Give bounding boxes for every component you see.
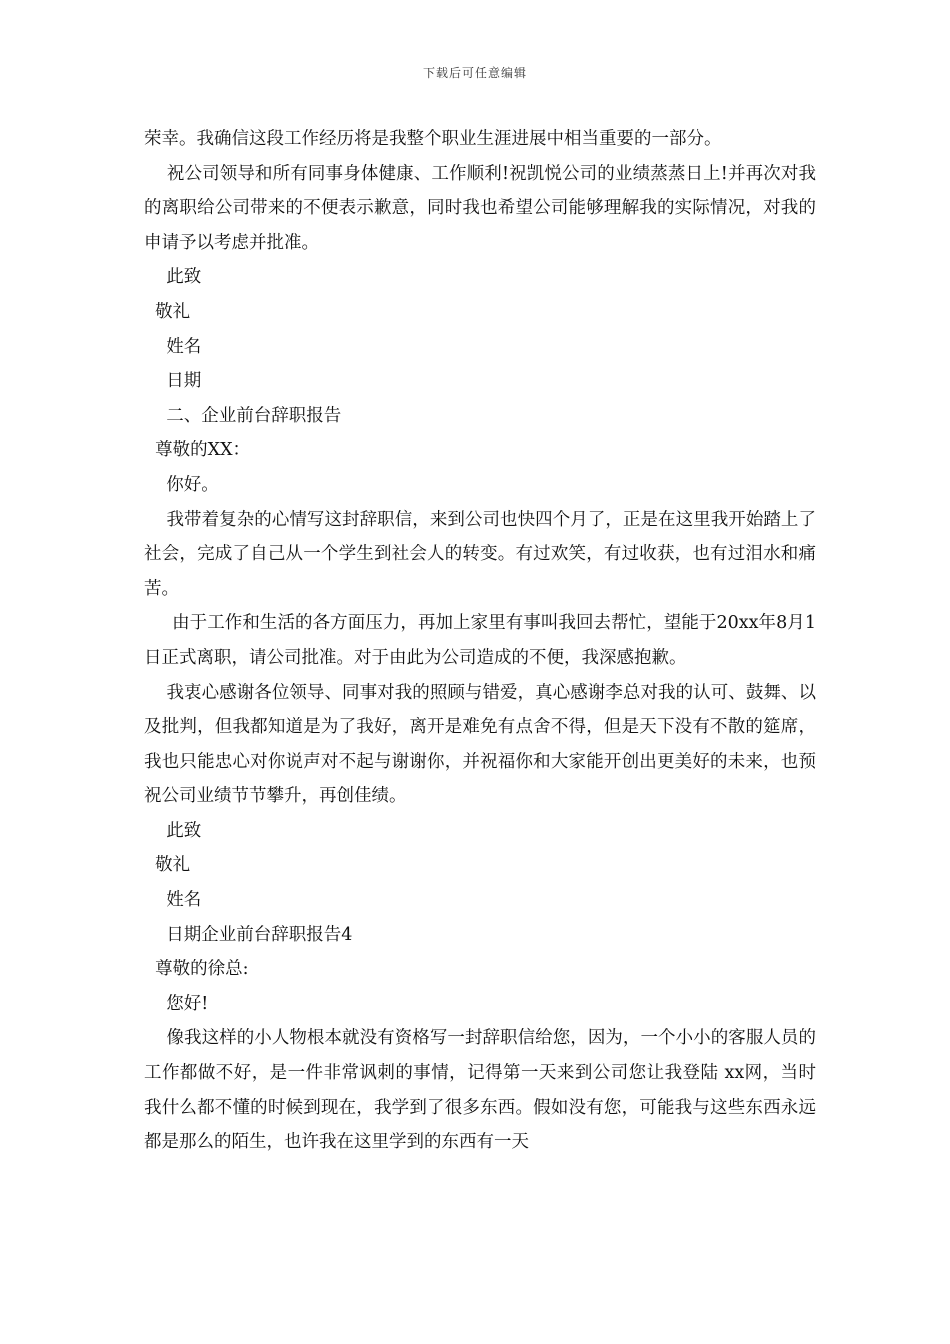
closing-jingli-2: 敬礼 [144,855,191,876]
paragraph-2: 祝公司领导和所有同事身体健康、工作顺利!祝凯悦公司的业绩蒸蒸日上!并再次对我的离职给公司带来的不便表示歉意，同时我也希望公司能够理解我的实际情况，对我的申请予以考虑并批准。 [144,163,816,253]
signature-name-2: 姓名 [144,890,202,911]
signature-date-heading-4: 日期企业前台辞职报告4 [144,924,353,945]
closing-cizhi-1: 此致 [144,267,202,288]
document-body [144,122,816,1160]
section-heading-2: 二、企业前台辞职报告 [144,405,342,426]
signature-date-1: 日期 [144,371,202,392]
paragraph-5: 我衷心感谢各位领导、同事对我的照顾与错爱，真心感谢李总对我的认可、鼓舞、以及批判，但我都知道是为了我好，离开是难免有点舍不得，但是天下没有不散的筵席，我也只能忠心对你说声对不起与谢谢你，并祝福你和大家能开创出更美好的未来，也预祝公司业绩节节攀升，再创佳绩。 [144,682,816,807]
salutation-4: 尊敬的徐总: [144,959,249,980]
paragraph-3: 我带着复杂的心情写这封辞职信，来到公司也快四个月了，正是在这里我开始踏上了社会，完成了自己从一个学生到社会人的转变。有过欢笑，有过收获，也有过泪水和痛苦。 [144,509,816,599]
greeting-4: 您好! [144,993,209,1014]
paragraph-4: 由于工作和生活的各方面压力，再加上家里有事叫我回去帮忙，望能于20xx年8月1日正式离职，请公司批准。对于由此为公司造成的不便，我深感抱歉。 [144,613,816,668]
salutation-2: 尊敬的XX： [144,440,251,461]
greeting-2: 你好。 [144,474,219,495]
signature-name-1: 姓名 [144,336,202,357]
closing-cizhi-2: 此致 [144,820,202,841]
page-header: 下载后可任意编辑 [422,66,527,80]
closing-jingli-1: 敬礼 [144,301,191,322]
paragraph-6: 像我这样的小人物根本就没有资格写一封辞职信给您，因为，一个小小的客服人员的工作都做不好，是一件非常讽刺的事情，记得第一天来到公司您让我登陆 xx网，当时我什么都不懂的时候到现在，我学到了很多东西。假如没有您，可能我与这些东西永远都是那么的陌生，也许我在这里学到的东西有一天 [144,1028,816,1153]
paragraph-1: 荣幸。我确信这段工作经历将是我整个职业生涯进展中相当重要的一部分。 [144,129,722,149]
